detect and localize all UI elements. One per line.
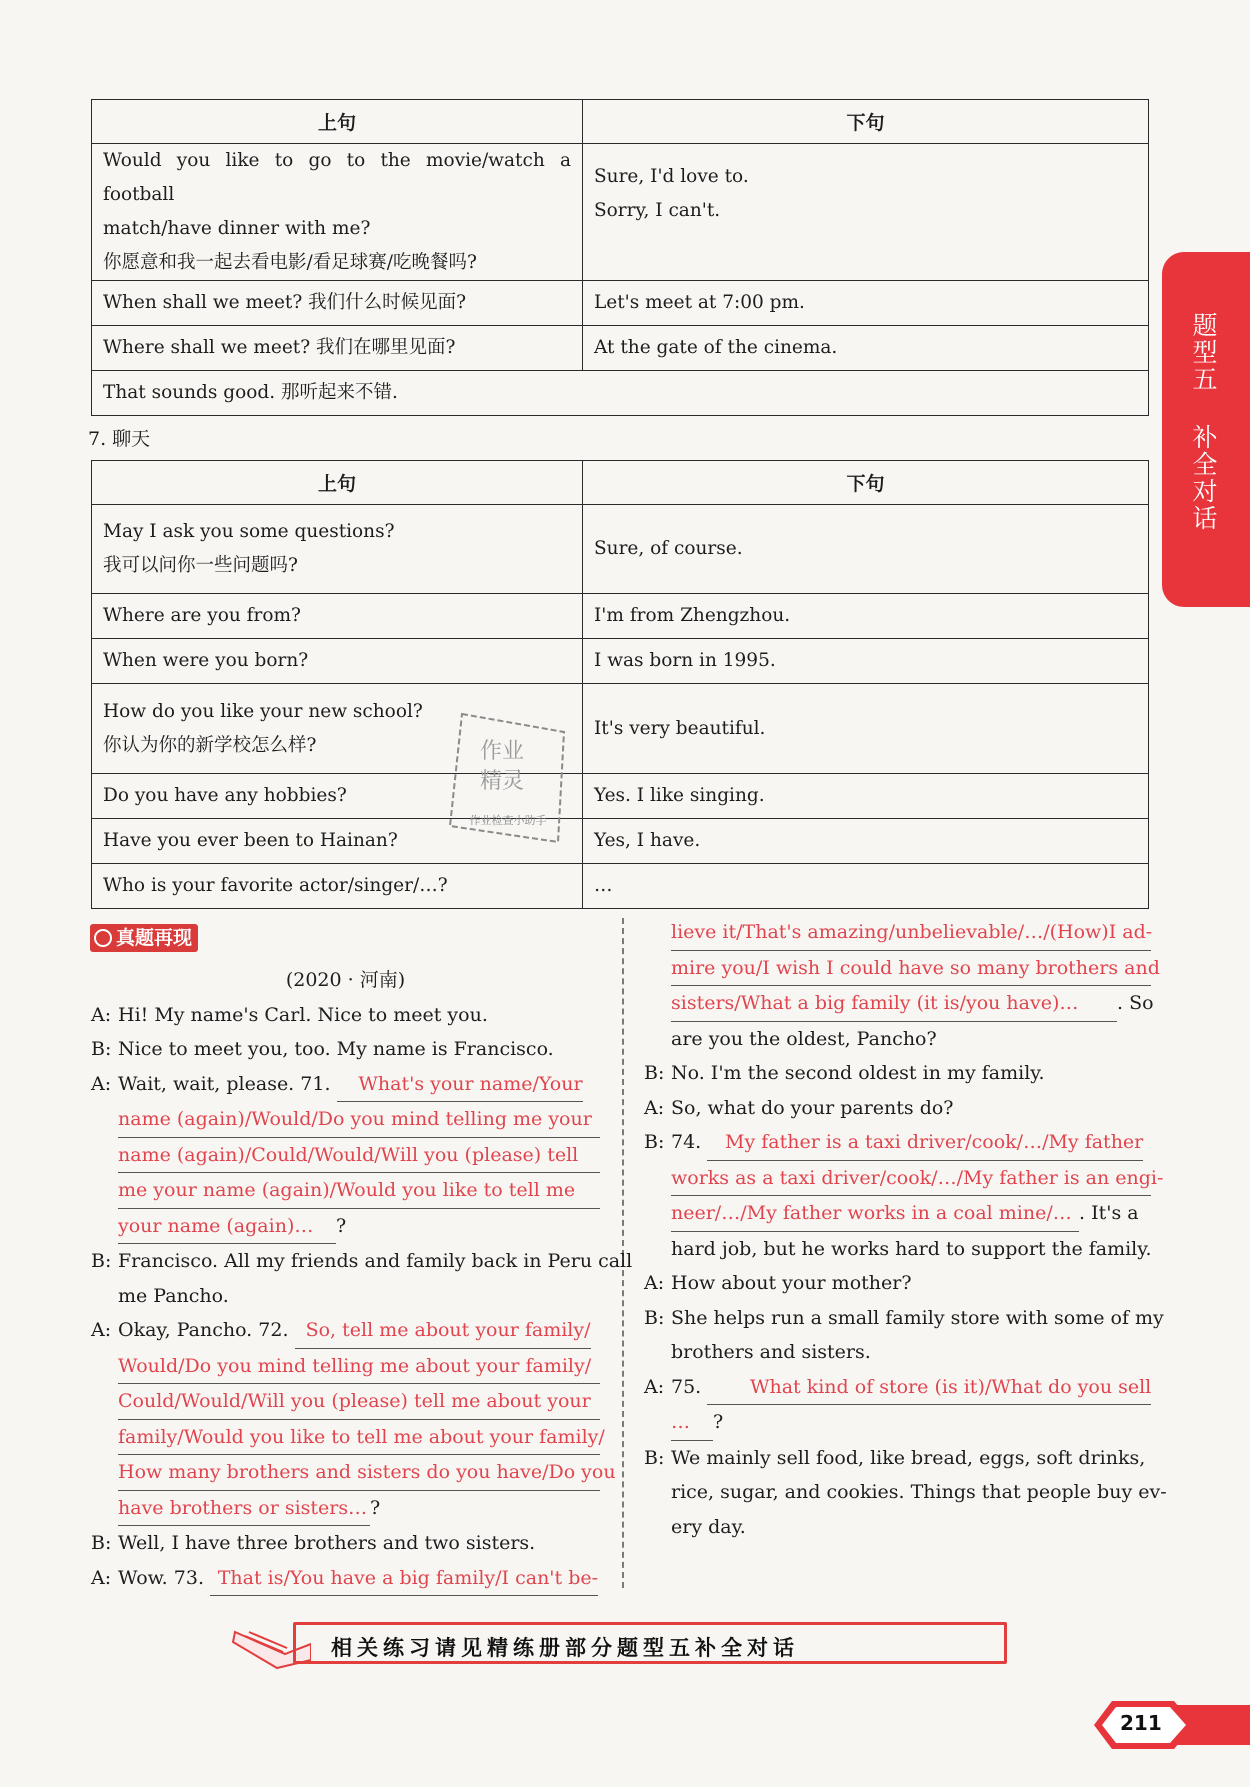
side-tab-line2: 补全对话 [1192,423,1218,533]
row-text: 我可以问你一些问题吗? [103,555,298,576]
row-text: How do you like your new school? [103,700,423,722]
dialogue-line: ery day. [671,1515,746,1538]
answer-line: lieve it/That's amazing/unbelievable/…/(How)I ad- [644,915,1152,951]
answer-line: your name (again)… ? [91,1209,600,1245]
table-header-second: 下句 [583,461,1149,505]
answer-71: What's your name/Your [337,1067,583,1103]
dialogue-line: A: Wait, wait, please. 71. What's your name/Your [91,1067,600,1103]
answer-74: My father is a taxi driver/cook/…/My father [707,1125,1143,1161]
row-text: At the gate of the cinema. [583,326,1149,371]
table-row [92,371,1149,416]
answer-line: me your name (again)/Would you like to tell me [91,1173,600,1209]
dialogue-line: me Pancho. [118,1284,229,1307]
dialogue-line: A: 75. What kind of store (is it)/What do you sell [644,1370,1152,1406]
dialogue-line: rice, sugar, and cookies. Things that people buy ev- [671,1481,1167,1503]
row-text: I was born in 1995. [583,639,1149,684]
badge-label: 真题再现 [116,927,193,949]
row-text: It's very beautiful. [583,684,1149,774]
badge-icon [94,929,112,947]
answer-72: So, tell me about your family/ [295,1313,591,1349]
row-text: match/have dinner with me? [103,218,371,239]
table-header-first: 上句 [92,461,583,505]
dialogue-line: A: Okay, Pancho. 72. So, tell me about your family/ [91,1313,600,1349]
row-text: 你认为你的新学校怎么样? [103,734,317,756]
dialogue-line: B: Nice to meet you, too. My name is Francisco. [91,1038,554,1060]
stamp-line2: 精灵 [479,769,525,794]
row-text: I'm from Zhengzhou. [583,594,1149,639]
dialogue-line: B: Francisco. All my friends and family back in Peru call [91,1250,633,1272]
page-number: 211 [1120,1711,1162,1735]
answer-line: name (again)/Could/Would/Will you (please) tell [91,1138,600,1174]
row-text: Who is your favorite actor/singer/…? [92,864,583,909]
row-text: 你愿意和我一起去看电影/看足球赛/吃晚餐吗? [103,252,477,273]
stamp-line3: 作业检查小助手 [469,814,547,827]
row-text: May I ask you some questions? [103,521,395,542]
expression-table-chat [91,460,1149,909]
side-chapter-tab [1162,252,1250,607]
table-row [92,281,1149,326]
table-row [92,594,1149,639]
dialogue-line: A: So, what do your parents do? [644,1096,954,1119]
expression-table-invite [91,99,1149,416]
stamp-line1: 作业 [479,739,525,764]
row-text: Do you have any hobbies? [92,774,583,819]
answer-line: name (again)/Would/Do you mind telling me your [91,1102,600,1138]
answer-line: works as a taxi driver/cook/…/My father is an engi- [644,1161,1152,1197]
real-exam-badge [90,924,198,952]
table-row [92,505,1149,594]
dialogue-line: B: 74. My father is a taxi driver/cook/…/My father [644,1125,1152,1161]
row-text: Sure, I'd love to. [594,166,749,187]
answer-line: … ? [644,1405,1152,1441]
answer-line: Could/Would/Will you (please) tell me about your [91,1384,600,1420]
row-text: Have you ever been to Hainan? [92,819,583,864]
row-text: Where shall we meet? 我们在哪里见面? [92,326,583,371]
table-row [92,774,1149,819]
answer-line: family/Would you like to tell me about your family/ [91,1420,600,1456]
answer-line: sisters/What a big family (it is/you have)… . So [644,986,1152,1022]
answer-line: mire you/I wish I could have so many brothers and [644,951,1152,987]
answer-73: That is/You have a big family/I can't be- [210,1561,598,1597]
row-text: … [583,864,1149,909]
page-arrow-icon [1094,1695,1250,1755]
table-row [92,326,1149,371]
answer-line: How many brothers and sisters do you have/Do you [91,1455,600,1491]
side-tab-line1: 题型五 [1192,311,1218,394]
row-text: Let's meet at 7:00 pm. [583,281,1149,326]
row-text: Would you like to go to the movie/watch a football [103,150,571,205]
row-text: When were you born? [92,639,583,684]
row-text: Sure, of course. [583,505,1149,594]
table-row [92,144,1149,281]
dialogue-left-column [91,963,633,1596]
table-header-second: 下句 [583,100,1149,144]
answer-line: have brothers or sisters… ? [91,1491,600,1527]
table-header-first: 上句 [92,100,583,144]
dialogue-line: B: We mainly sell food, like bread, eggs, soft drinks, [644,1446,1146,1469]
row-text: When shall we meet? 我们什么时候见面? [92,281,583,326]
dialogue-line: are you the oldest, Pancho? [671,1027,937,1050]
dialogue-line: B: Well, I have three brothers and two sisters. [91,1532,536,1554]
row-text: Where are you from? [92,594,583,639]
table-row [92,639,1149,684]
dialogue-line: hard job, but he works hard to support the family. [671,1237,1152,1260]
dialogue-right-column [644,915,1167,1544]
section-heading: 7. 聊天 [88,428,151,450]
dialogue-line: A: How about your mother? [644,1272,912,1294]
practice-reference-banner [231,1620,1007,1670]
table-row [92,864,1149,909]
dialogue-line: B: No. I'm the second oldest in my family. [644,1062,1045,1084]
dialogue-line: brothers and sisters. [671,1341,871,1363]
answer-line: Would/Do you mind telling me about your family/ [91,1349,600,1385]
dialogue-line: A: Wow. 73. That is/You have a big family/I can't be- [91,1561,600,1597]
answer-line: neer/…/My father works in a coal mine/… . It's a [644,1196,1152,1232]
row-text: Yes. I like singing. [583,774,1149,819]
table-row [92,684,1149,774]
dialogue-line: A: Hi! My name's Carl. Nice to meet you. [91,1003,488,1026]
homework-stamp [442,708,572,848]
answer-75: What kind of store (is it)/What do you sell [707,1370,1151,1406]
row-text: That sounds good. 那听起来不错. [92,371,1149,416]
banner-text: 相关练习请见精练册部分题型五补全对话 [331,1636,799,1660]
table-row [92,819,1149,864]
dialogue-line: B: She helps run a small family store with some of my [644,1306,1164,1329]
page-number-badge [1094,1695,1250,1755]
row-text: Yes, I have. [583,819,1149,864]
source-label: (2020 · 河南) [285,969,406,991]
row-text: Sorry, I can't. [594,200,721,221]
